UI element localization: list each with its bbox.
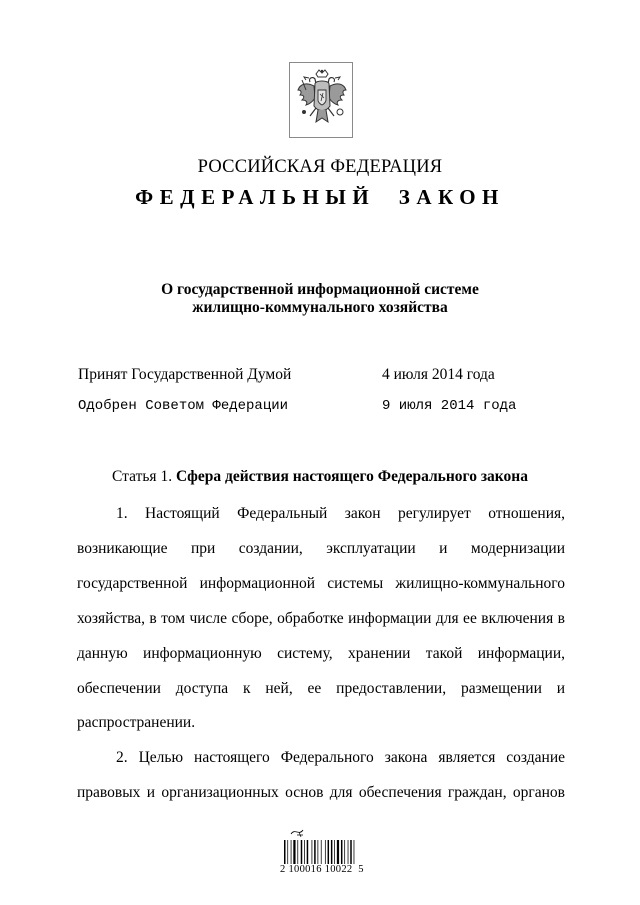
law-title — [0, 281, 640, 317]
barcode-bar — [318, 840, 319, 864]
paragraph-line: 2. Целью настоящего Федерального закона является создание — [116, 749, 565, 766]
duma-adoption-date: 4 июля 2014 года — [382, 366, 495, 383]
barcode-bar — [344, 840, 345, 864]
barcode-bar — [297, 840, 298, 864]
russian-coat-of-arms-icon — [296, 68, 348, 132]
paragraph-line: данную информационную систему, хранении такой информации, — [77, 645, 565, 662]
coat-of-arms-frame — [289, 62, 353, 138]
barcode-bar — [293, 840, 295, 864]
paragraph-line: распространении. — [77, 714, 196, 731]
barcode-bar — [301, 840, 303, 864]
article-title: Сфера действия настоящего Федерального закона — [175, 468, 528, 485]
duma-adoption-label: Принят Государственной Думой — [78, 366, 292, 383]
article-number: Статья 1. — [112, 468, 173, 485]
barcode-number: 2 100016 10022 5 — [280, 864, 364, 875]
barcode-icon — [283, 826, 357, 866]
barcode-bar — [331, 840, 333, 864]
barcode-bar — [287, 840, 288, 864]
article-heading — [0, 468, 640, 486]
barcode-bar — [337, 840, 339, 864]
barcode-bar — [348, 840, 349, 864]
paragraph-line: государственной информационной системы жилищно-коммунального — [77, 575, 565, 592]
paragraph-line: 1. Настоящий Федеральный закон регулирует отношения, — [116, 505, 565, 522]
country-name: РОССИЙСКАЯ ФЕДЕРАЦИЯ — [197, 157, 443, 177]
barcode-bar — [312, 840, 313, 864]
barcode-bar — [291, 840, 292, 864]
barcode-bar — [341, 840, 343, 864]
document-type: ФЕДЕРАЛЬНЫЙ ЗАКОН — [135, 185, 505, 209]
barcode-bar — [350, 840, 352, 864]
barcode-bar — [328, 840, 330, 864]
barcode-bar — [325, 840, 326, 864]
law-title-line: жилищно-коммунального хозяйства — [192, 299, 448, 316]
paragraph-line: правовых и организационных основ для обеспечения граждан, органов — [77, 784, 565, 801]
council-approval-date: 9 июля 2014 года — [382, 398, 517, 414]
barcode-bar — [307, 840, 309, 864]
barcode-bar — [314, 840, 316, 864]
barcode-bar — [334, 840, 335, 864]
paragraph-line: хозяйства, в том числе сборе, обработке информации для ее включения в — [77, 610, 565, 627]
council-approval-label: Одобрен Советом Федерации — [78, 398, 289, 414]
barcode-bar — [284, 840, 286, 864]
paragraph-line: обеспечении доступа к ней, ее предоставлении, размещении и — [77, 680, 565, 697]
barcode-bar — [321, 840, 322, 864]
barcode-bar — [354, 840, 355, 864]
law-title-line: О государственной информационной системе — [161, 281, 479, 298]
paragraph-line: возникающие при создании, эксплуатации и модернизации — [77, 540, 565, 557]
barcode-bar — [304, 840, 305, 864]
